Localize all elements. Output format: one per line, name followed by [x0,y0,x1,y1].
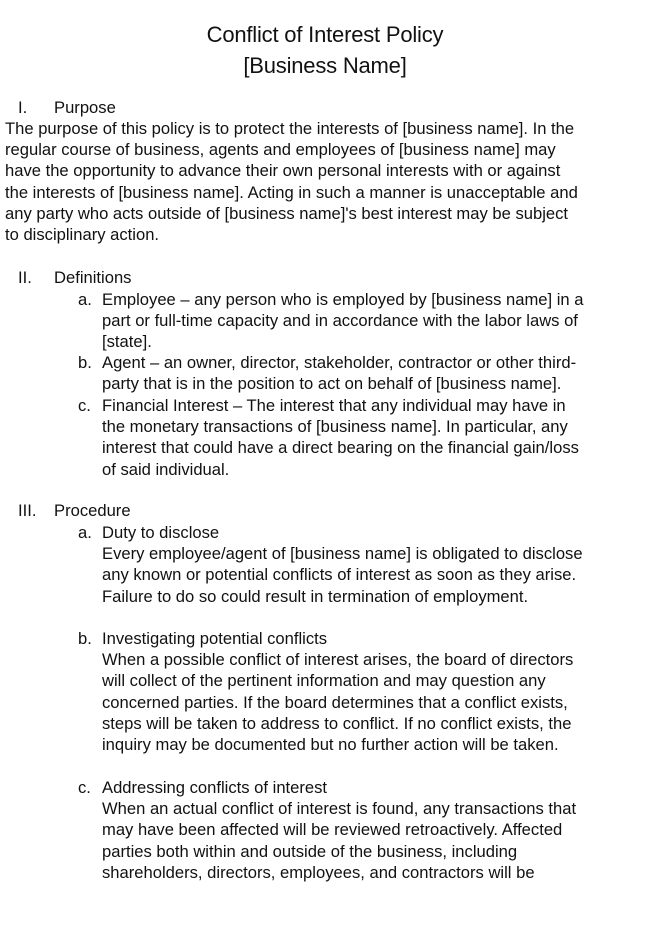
item-body [102,777,638,883]
item-line: When a possible conflict of interest arises, the board of directors [102,650,574,670]
section-title: Procedure [54,501,131,520]
item-line: Employee – any person who is employed by [business name] in a [102,290,584,309]
paragraph-line: have the opportunity to advance their own personal interests with or against [5,161,561,181]
item-letter: a. [78,290,92,309]
procedure-item-addressing [78,777,638,883]
item-line: concerned parties. If the board determines that a conflict exists, [102,692,568,712]
item-line: Failure to do so could result in termination of employment. [102,586,529,606]
document-title: Conflict of Interest Policy [206,22,444,47]
item-line: inquiry may be documented but no further action will be taken. [102,735,559,755]
item-line: Every employee/agent of [business name] is obligated to disclose [102,544,583,564]
section-number: III. [18,501,37,520]
paragraph-line: regular course of business, agents and employees of [business name] may [5,140,556,160]
item-line: interest that could have a direct bearing on the financial gain/loss [102,438,579,458]
item-line: Financial Interest – The interest that any individual may have in [102,396,566,415]
section-heading-procedure [18,500,131,522]
section-title: Definitions [54,268,132,287]
item-body [102,352,638,394]
definition-item-employee [78,289,638,353]
definition-item-agent [78,352,638,394]
item-line: part or full-time capacity and in accordance with the labor laws of [102,311,578,331]
business-name-subtitle: [Business Name] [243,53,407,78]
item-letter: c. [78,396,91,415]
definition-item-financial-interest [78,395,638,480]
item-title: Investigating potential conflicts [102,629,328,648]
item-letter: b. [78,353,92,372]
paragraph-line: The purpose of this policy is to protect the interests of [business name]. In the [5,119,575,138]
item-line: will collect of the pertinent information and may question any [102,671,546,691]
item-line: [state]. [102,332,152,352]
item-body [102,628,638,755]
section-title: Purpose [54,98,116,117]
item-line: may have been affected will be reviewed retroactively. Affected [102,820,563,840]
item-body [102,522,638,607]
purpose-paragraph [5,118,645,245]
item-letter: a. [78,523,92,542]
procedure-item-duty-to-disclose [78,522,638,607]
item-body [102,289,638,353]
item-line: party that is in the position to act on behalf of [business name]. [102,374,562,394]
item-letter: c. [78,778,91,797]
item-title: Duty to disclose [102,523,220,542]
item-line: Agent – an owner, director, stakeholder, contractor or other third- [102,353,577,372]
procedure-item-investigating [78,628,638,755]
paragraph-line: the interests of [business name]. Acting in such a manner is unacceptable and [5,182,578,202]
section-number: I. [18,98,28,117]
section-number: II. [18,268,32,287]
item-line: the monetary transactions of [business name]. In particular, any [102,417,568,437]
item-line: steps will be taken to address to conflict. If no conflict exists, the [102,713,572,733]
section-heading-definitions [18,267,131,289]
item-title: Addressing conflicts of interest [102,778,328,797]
item-line: When an actual conflict of interest is found, any transactions that [102,799,577,819]
item-line: of said individual. [102,459,230,479]
item-line: shareholders, directors, employees, and contractors will be [102,862,535,882]
paragraph-line: any party who acts outside of [business name]'s best interest may be subject [5,203,569,223]
item-line: parties both within and outside of the business, including [102,841,518,861]
item-body [102,395,638,480]
section-heading-purpose [18,97,116,119]
paragraph-line: to disciplinary action. [5,225,160,245]
item-line: any known or potential conflicts of interest as soon as they arise. [102,565,577,585]
item-letter: b. [78,629,92,648]
